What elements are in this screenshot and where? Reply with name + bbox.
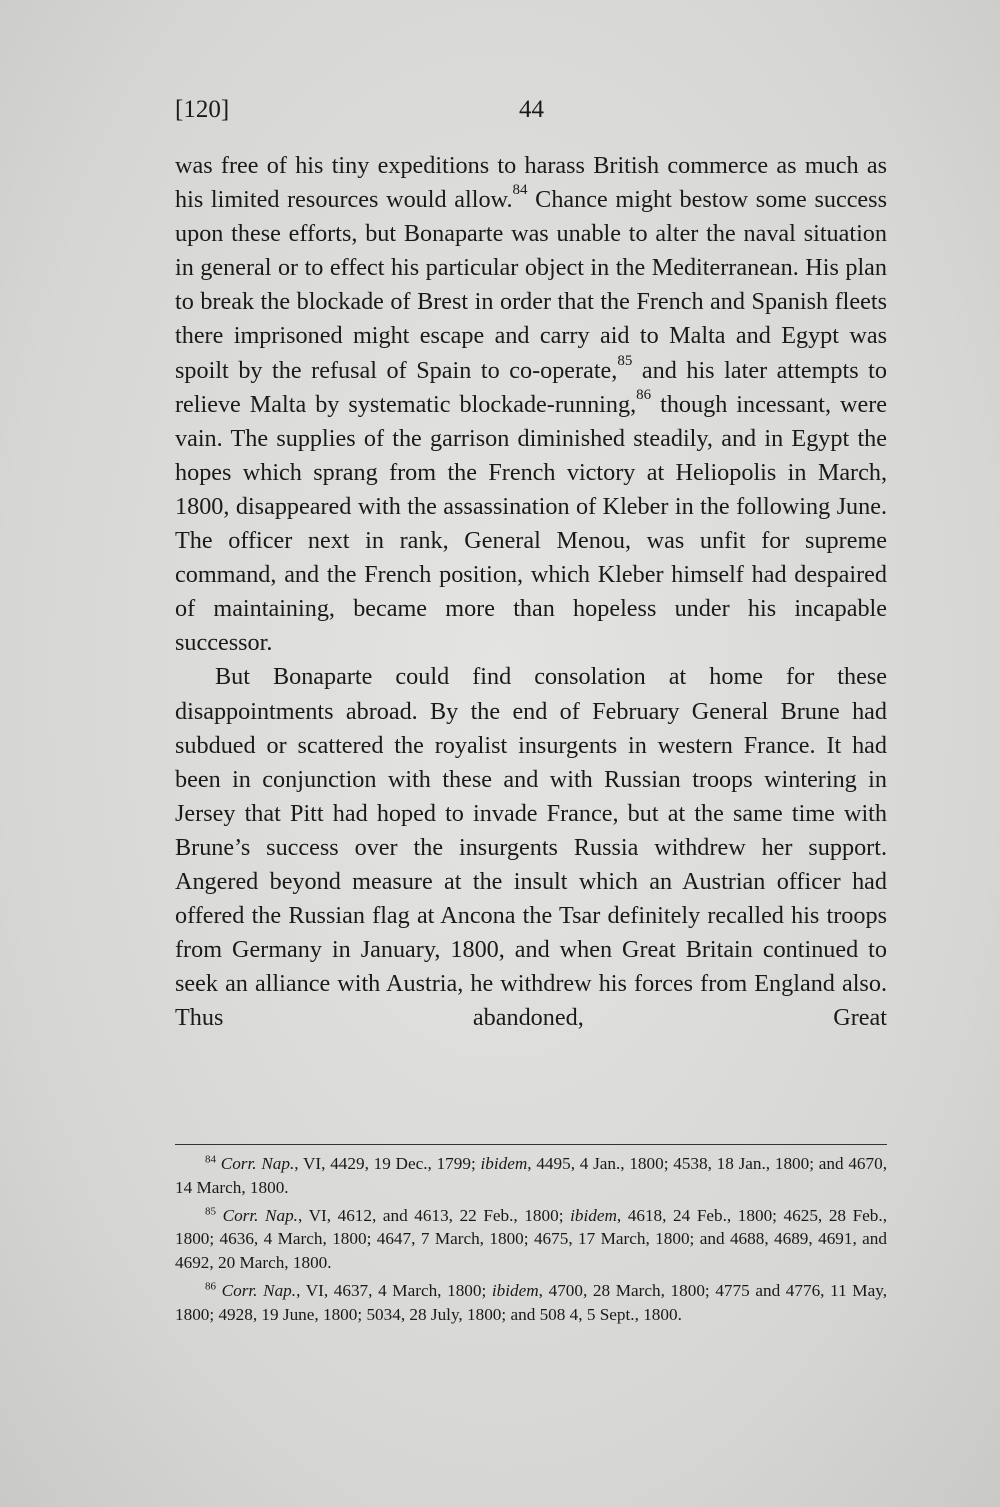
text-run: though incessant, were vain. The supplies of the garrison diminished steadily, and in Egypt the hopes which sprang from the French victory at Heliopolis in March, 1800, disappeared with the assassination of Kleber in the following June. The officer next in rank, General Menou, was unfit for supreme command, and the French position, which Kleber himself had despaired of maintaining, became more than hopeless under his incapable successor.	[175, 390, 887, 657]
footnote-number: 84	[205, 1153, 216, 1166]
footnote-reference: 85	[617, 352, 633, 369]
paragraph	[175, 660, 887, 1035]
text-run: was free of his tiny expeditions to harass British commerce as much as his limited resources would allow.	[175, 152, 887, 214]
footnote-reference: 84	[512, 182, 528, 199]
italic-citation: Corr. Nap.	[221, 1280, 297, 1300]
footnote	[175, 1279, 887, 1327]
footnote-reference: 86	[636, 386, 652, 403]
page-number: 44	[519, 96, 544, 123]
text-run: , 4700, 28 March, 1800; 4775 and 4776, 11 May, 1800; 4928, 19 June, 1800; 5034, 28 July, 1800; and 508 4, 5 Sept., 1800.	[175, 1280, 887, 1324]
original-page-number: [120]	[175, 96, 230, 123]
italic-citation: Corr. Nap.	[220, 1154, 295, 1173]
text-run: Chance might bestow some success upon these efforts, but Bonaparte was unable to alter the naval situation in general or to effect his particular object in the Mediterranean. His plan to break the blockade of Brest in order that the French and Spanish fleets there imprisoned might escape and carry aid to Malta and Egypt was spoilt by the refusal of Spain to co-operate,	[175, 186, 887, 384]
text-run: , 4495, 4 Jan., 1800; 4538, 18 Jan., 1800; and 4670, 14 March, 1800.	[175, 1154, 887, 1197]
text-run: , VI, 4637, 4 March, 1800;	[296, 1280, 492, 1300]
page-header	[175, 96, 887, 136]
footnote-divider	[175, 1144, 887, 1145]
italic-citation: ibidem	[480, 1154, 528, 1173]
text-run: and his later attempts to relieve Malta by systematic blockade-running,	[175, 356, 887, 418]
text-run: , 4618, 24 Feb., 1800; 4625, 28 Feb., 1800; 4636, 4 March, 1800; 4647, 7 March, 1800; 4675, 17 March, 1800; and 4688, 4689, 4691, and 4692, 20 March, 1800.	[175, 1205, 887, 1273]
main-text	[175, 149, 887, 1035]
footnote-number: 85	[205, 1204, 216, 1217]
text-run: , VI, 4429, 19 Dec., 1799;	[294, 1154, 481, 1173]
footnote	[175, 1204, 887, 1275]
text-run: But Bonaparte could find consolation at home for these disappointments abroad. By the end of February General Brune had subdued or scattered the royalist insurgents in western France. It had been in conjunction with these and with Russian troops wintering in Jersey that Pitt had hoped to invade France, but at the same time with Brune’s success over the insurgents Russia withdrew her support. Angered beyond measure at the insult which an Austrian officer had offered the Russian flag at Ancona the Tsar definitely recalled his troops from Germany in January, 1800, and when Great Britain continued to seek an alliance with Austria, he withdrew his forces from England also. Thus abandoned, Great	[175, 663, 887, 1032]
text-run: , VI, 4612, and 4613, 22 Feb., 1800;	[297, 1205, 571, 1225]
paragraph	[175, 149, 887, 660]
italic-citation: Corr. Nap.	[222, 1205, 298, 1225]
italic-citation: ibidem	[570, 1205, 617, 1225]
footnote	[175, 1152, 887, 1200]
footnote-number: 86	[205, 1280, 216, 1293]
italic-citation: ibidem	[491, 1280, 539, 1300]
footnotes	[175, 1152, 887, 1331]
